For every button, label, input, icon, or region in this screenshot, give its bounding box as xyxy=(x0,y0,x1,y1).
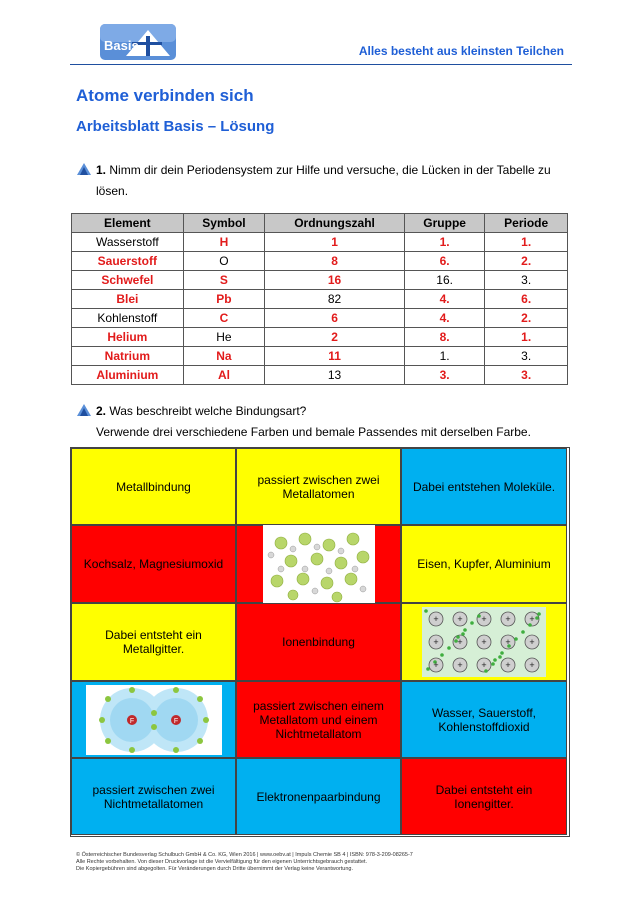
table-row xyxy=(72,290,568,309)
ionic-lattice-image-cell xyxy=(236,525,401,603)
table-cell: 1. xyxy=(485,328,568,347)
svg-text:+: + xyxy=(505,614,511,624)
grid-cell: Elektronenpaarbindung xyxy=(236,758,401,835)
footer-line: Die Kopiergebühren sind abgegolten. Für Veränderungen durch Dritte übernimmt der Verlag keine Verantwortung. xyxy=(76,866,354,872)
task-2 xyxy=(76,401,531,443)
page-header xyxy=(70,22,572,66)
table-cell: Natrium xyxy=(72,347,184,366)
svg-text:+: + xyxy=(481,614,487,624)
atom-label: F xyxy=(129,717,134,725)
svg-text:+: + xyxy=(457,637,463,647)
task-text: Was beschreibt welche Bindungsart? xyxy=(109,404,307,418)
table-cell: 3. xyxy=(404,366,484,385)
table-cell: 2. xyxy=(485,309,568,328)
grid-cell: passiert zwischen zwei Nichtmetallatomen xyxy=(71,758,236,835)
grid-cell: passiert zwischen einem Metallatom und einem Nichtmetallatom xyxy=(236,681,401,758)
table-cell: 1. xyxy=(404,233,484,252)
column-header: Symbol xyxy=(183,214,265,233)
table-cell: 1. xyxy=(485,233,568,252)
table-cell: Kohlenstoff xyxy=(72,309,184,328)
task-text-cont: lösen. xyxy=(96,184,129,198)
grid-cell: Eisen, Kupfer, Aluminium xyxy=(401,525,567,603)
table-cell: 82 xyxy=(265,290,405,309)
table-cell: Aluminium xyxy=(72,366,184,385)
table-cell: 2 xyxy=(265,328,405,347)
table-body xyxy=(72,233,568,385)
svg-text:+: + xyxy=(505,637,511,647)
table-cell: He xyxy=(183,328,265,347)
column-header: Element xyxy=(72,214,184,233)
table-cell: Helium xyxy=(72,328,184,347)
table-cell: Pb xyxy=(183,290,265,309)
table-cell: Sauerstoff xyxy=(72,252,184,271)
grid-cell: Dabei entsteht ein Ionengitter. xyxy=(401,758,567,835)
page-footer xyxy=(76,852,413,873)
covalent-bond-image xyxy=(86,685,222,755)
table-cell: O xyxy=(183,252,265,271)
covalent-bond-image-cell xyxy=(71,681,236,758)
table-cell: 2. xyxy=(485,252,568,271)
table-cell: S xyxy=(183,271,265,290)
table-row xyxy=(72,328,568,347)
table-row xyxy=(72,271,568,290)
grid-cell: Dabei entstehen Moleküle. xyxy=(401,448,567,525)
table-header-row xyxy=(72,214,568,233)
page-title: Atome verbinden sich xyxy=(76,86,254,105)
element-table xyxy=(71,213,568,385)
table-cell: H xyxy=(183,233,265,252)
table-cell: 3. xyxy=(485,347,568,366)
table-cell: Schwefel xyxy=(72,271,184,290)
footer-line: © Österreichischer Bundesverlag Schulbuch GmbH & Co. KG, Wien 2016 | www.oebv.at | Impuls Chemie SB 4 | ISBN: 978-3-209-08265-7 xyxy=(76,852,413,858)
table-cell: 4. xyxy=(404,309,484,328)
table-cell: 1 xyxy=(265,233,405,252)
table-cell: 4. xyxy=(404,290,484,309)
table-cell: Blei xyxy=(72,290,184,309)
svg-text:+: + xyxy=(457,660,463,670)
task-icon xyxy=(76,403,92,417)
table-cell: 1. xyxy=(404,347,484,366)
table-cell: C xyxy=(183,309,265,328)
grid-cell: Metallbindung xyxy=(71,448,236,525)
svg-text:+: + xyxy=(529,637,535,647)
svg-text:+: + xyxy=(481,660,487,670)
table-cell: 16 xyxy=(265,271,405,290)
grid-cell: passiert zwischen zwei Metallatomen xyxy=(236,448,401,525)
metal-lattice-image xyxy=(422,607,546,677)
ionic-lattice-image xyxy=(263,525,375,603)
table-cell: Na xyxy=(183,347,265,366)
column-header: Gruppe xyxy=(404,214,484,233)
task-text: Nimm dir dein Periodensystem zur Hilfe und versuche, die Lücken in der Tabelle zu xyxy=(109,163,551,177)
task-icon xyxy=(76,162,92,176)
svg-text:+: + xyxy=(433,637,439,647)
header-title: Alles besteht aus kleinsten Teilchen xyxy=(358,44,564,58)
svg-text:+: + xyxy=(433,660,439,670)
table-row xyxy=(72,366,568,385)
metal-lattice-image-cell xyxy=(401,603,567,681)
task-1 xyxy=(76,160,551,202)
table-cell: 6. xyxy=(404,252,484,271)
svg-text:+: + xyxy=(433,614,439,624)
table-cell: 16. xyxy=(404,271,484,290)
svg-text:+: + xyxy=(481,637,487,647)
table-cell: 6. xyxy=(485,290,568,309)
table-row xyxy=(72,309,568,328)
table-row xyxy=(72,233,568,252)
grid-cell: Wasser, Sauerstoff, Kohlenstoffdioxid xyxy=(401,681,567,758)
table-cell: 3. xyxy=(485,271,568,290)
logo-text: Basis xyxy=(104,38,139,53)
basis-logo xyxy=(70,22,178,62)
svg-text:+: + xyxy=(457,614,463,624)
table-cell: 13 xyxy=(265,366,405,385)
task-text-cont: Verwende drei verschiedene Farben und bemale Passendes mit derselben Farbe. xyxy=(96,425,531,439)
page-subtitle: Arbeitsblatt Basis – Lösung xyxy=(76,118,275,135)
svg-text:+: + xyxy=(529,614,535,624)
grid-cell: Dabei entsteht ein Metallgitter. xyxy=(71,603,236,681)
table-cell: 3. xyxy=(485,366,568,385)
table-row xyxy=(72,347,568,366)
table-cell: Wasserstoff xyxy=(72,233,184,252)
grid-cell: Kochsalz, Magnesiumoxid xyxy=(71,525,236,603)
table-cell: 11 xyxy=(265,347,405,366)
table-cell: Al xyxy=(183,366,265,385)
column-header: Ordnungszahl xyxy=(265,214,405,233)
grid-cell: Ionenbindung xyxy=(236,603,401,681)
bonding-grid xyxy=(70,447,570,837)
svg-text:+: + xyxy=(505,660,511,670)
table-row xyxy=(72,252,568,271)
atom-label: F xyxy=(173,717,178,725)
task-number: 1. xyxy=(96,163,107,177)
header-divider xyxy=(70,64,572,65)
task-number: 2. xyxy=(96,404,107,418)
svg-text:+: + xyxy=(529,660,535,670)
table-cell: 8 xyxy=(265,252,405,271)
footer-line: Alle Rechte vorbehalten. Von dieser Druckvorlage ist die Vervielfältigung für den eigenen Unterrichtsgebrauch gestattet. xyxy=(76,859,368,865)
column-header: Periode xyxy=(485,214,568,233)
table-cell: 6 xyxy=(265,309,405,328)
table-cell: 8. xyxy=(404,328,484,347)
